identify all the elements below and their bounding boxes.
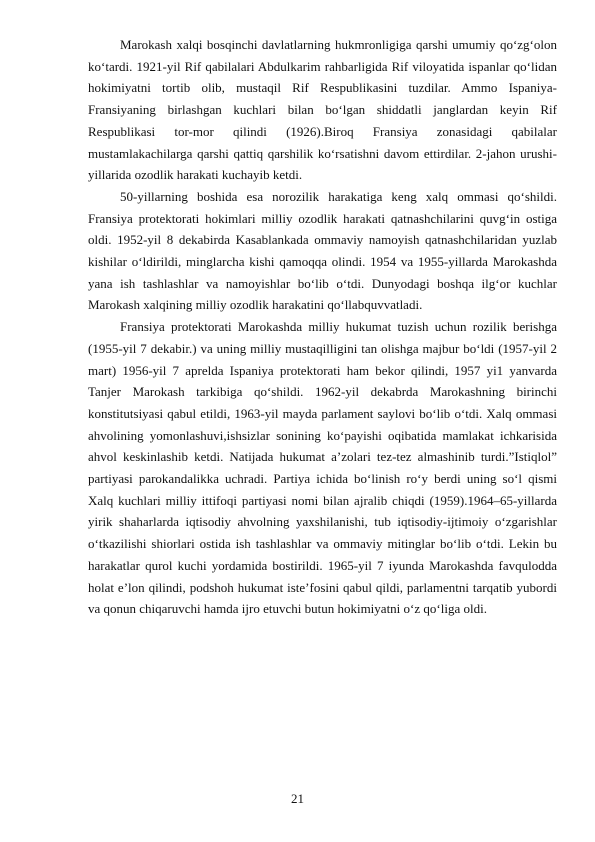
paragraph-1950s-protests: 50-yillarning boshida esa norozilik harakatiga keng xalq ommasi qo‘shildi. Fransiya protektorati hokimlari milliy ozodlik harakati qatnashchilarini quvg‘in ostiga oldi. 1952-yil 8 dekabirda Kasablankada ommaviy namoyish qatnashchilaridan yuzlab kishilar o‘ldirildi, minglarcha kishi qamoqqa olindi. 1954 va 1955-yillarda Marokashda yana ish tashlashlar va namoyishlar bo‘lib o‘tdi. Dunyodagi boshqa ilg‘or kuchlar Marokash xalqining milliy ozodlik harakatini qo‘llabquvvatladi. [88,188,557,313]
paragraph-rif-uprising: Marokash xalqi bosqinchi davlatlarning hukmronligiga qarshi umumiy qo‘zg‘olon ko‘tardi. 1921-yil Rif qabilalari Abdulkarim rahbarligida Rif viloyatida ispanlar qo‘lidan hokimiyatni tortib olib, mustaqil Rif Respublikasini tuzdilar. Ammo Ispaniya-Fransiyaning birlashgan kuchlari bilan bo‘lgan shiddatli janglardan keyin Rif Respublikasi tor-mor qilindi (1926).Biroq Fransiya zonasidagi qabilalar mustamlakachilarga qarshi qattiq qarshilik ko‘rsatishni davom ettirdilar. 2-jahon urushi-yillarida ozodlik harakati kuchayib ketdi. [88,37,557,183]
paragraph-independence: Fransiya protektorati Marokashda milliy hukumat tuzish uchun rozilik berishga (1955-yil 7 dekabir.) va uning milliy mustaqilligini tan olishga majbur bo‘ldi (1957-yil 2 mart) 1956-yil 7 aprelda Ispaniya protektorati ham bekor qilindi, 1957 yi1 yanvarda Tanjer Marokash tarkibiga qo‘shildi. 1962-yil dekabrda Marokashning birinchi konstitutsiyasi qabul etildi, 1963-yil mayda parlament saylovi bo‘lib o‘tdi. Xalq ommasi ahvolining yomonlashuvi,ishsizlar sonining ko‘payishi oqibatida mamlakat ichkarisida ahvol keskinlashib ketdi. Natijada hukumat a’zolari tez-tez almashinib turdi.”Istiqlol” partiyasi parokandalikka uchradi. Partiya ichida bo‘linish ro‘y berdi uning so‘l qismi Xalq kuchlari milliy ittifoqi partiyasi nomi bilan ajralib chiqdi (1959).1964–65-yillarda yirik shaharlarda iqtisodiy ahvolning yaxshilanishi, tub iqtisodiy-ijtimoiy o‘zgarishlar o‘tkazilishi shiorlari ostida ish tashlashlar va ommaviy mitinglar bo‘lib o‘tdi. Lekin bu harakatlar qurol kuchi yordamida bostirildi. 1965-yil 7 iyunda Marokashda favqulodda holat e’lon qilindi, podshoh hukumat iste’fosini qabul qildi, parlamentni tarqatib yubordi va qonun chiqaruvchi hamda ijro etuvchi butun hokimiyatni o‘z qo‘liga oldi. [88,319,557,617]
text-body [88,34,557,620]
page-number: 21 [291,791,304,806]
